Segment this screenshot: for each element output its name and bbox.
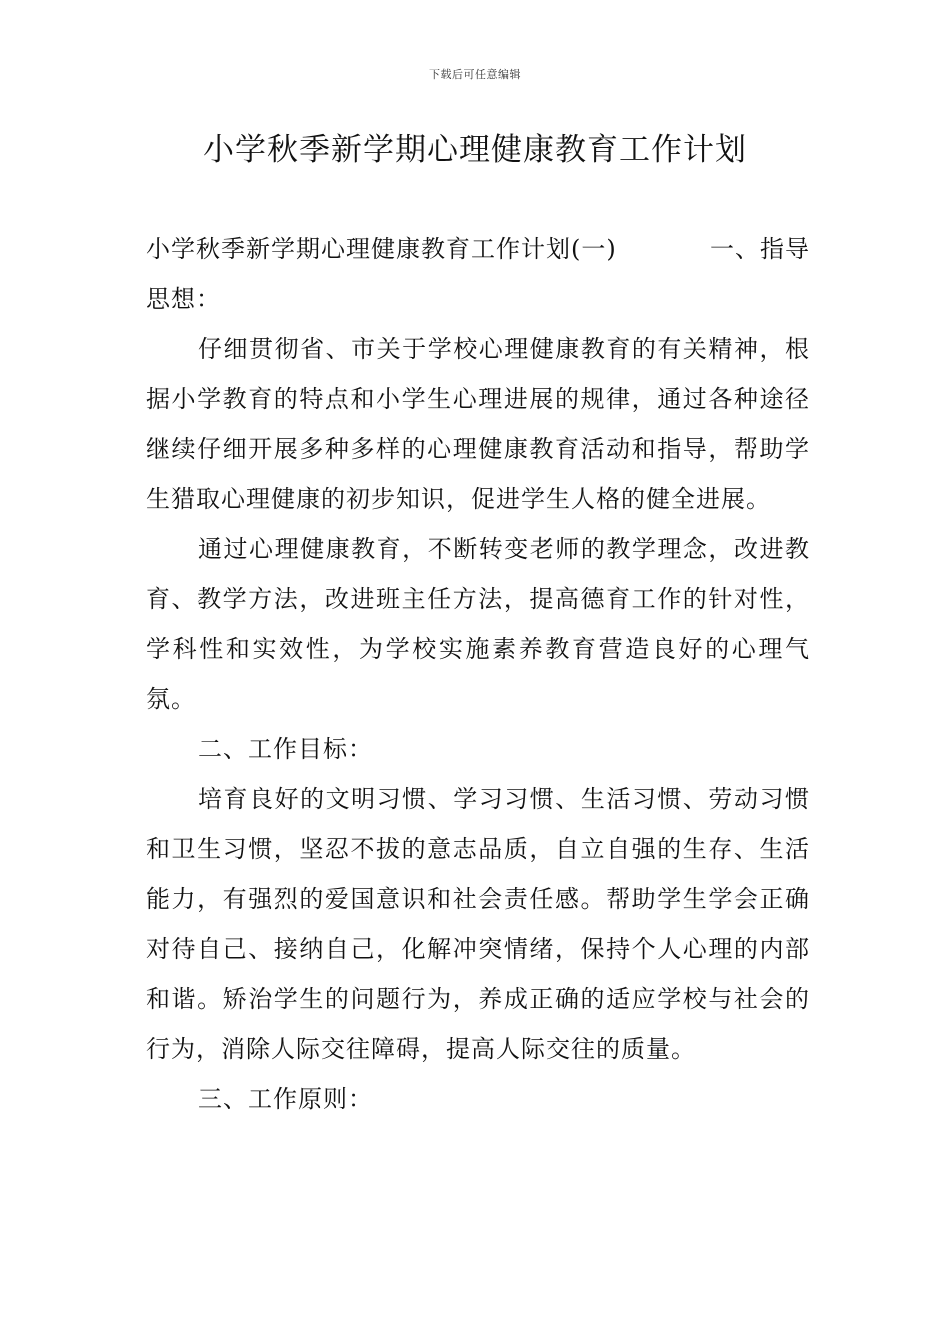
paragraph-goals: 培育良好的文明习惯、学习习惯、生活习惯、劳动习惯和卫生习惯，坚忍不拔的意志品质，自立自强的生存、生活能力，有强烈的爱国意识和社会责任感。帮助学生学会正确对待自己、接纳自己，化解冲突情绪，保持个人心理的内部和谐。矫治学生的问题行为，养成正确的适应学校与社会的行为，消除人际交往障碍，提高人际交往的质量。 (146, 785, 810, 1063)
header-note: 下载后可任意编辑 (429, 68, 521, 81)
subtitle-line (146, 224, 810, 274)
section-heading-principles: 三、工作原则： (198, 1085, 373, 1113)
section-heading-goals: 二、工作目标： (198, 735, 373, 763)
document-title: 小学秋季新学期心理健康教育工作计划 (203, 132, 747, 168)
section-heading-end: 思想： (146, 285, 221, 313)
document-body (146, 224, 810, 1124)
subtitle: 小学秋季新学期心理健康教育工作计划(一) (146, 235, 617, 263)
paragraph-guiding-2: 通过心理健康教育，不断转变老师的教学理念，改进教育、教学方法，改进班主任方法，提高德育工作的针对性，学科性和实效性，为学校实施素养教育营造良好的心理气氛。 (146, 535, 810, 713)
paragraph-guiding-1: 仔细贯彻省、市关于学校心理健康教育的有关精神，根据小学教育的特点和小学生心理进展的规律，通过各种途径继续仔细开展多种多样的心理健康教育活动和指导，帮助学生猎取心理健康的初步知识，促进学生人格的健全进展。 (146, 335, 810, 513)
section-heading-start: 一、指导 (710, 235, 810, 263)
